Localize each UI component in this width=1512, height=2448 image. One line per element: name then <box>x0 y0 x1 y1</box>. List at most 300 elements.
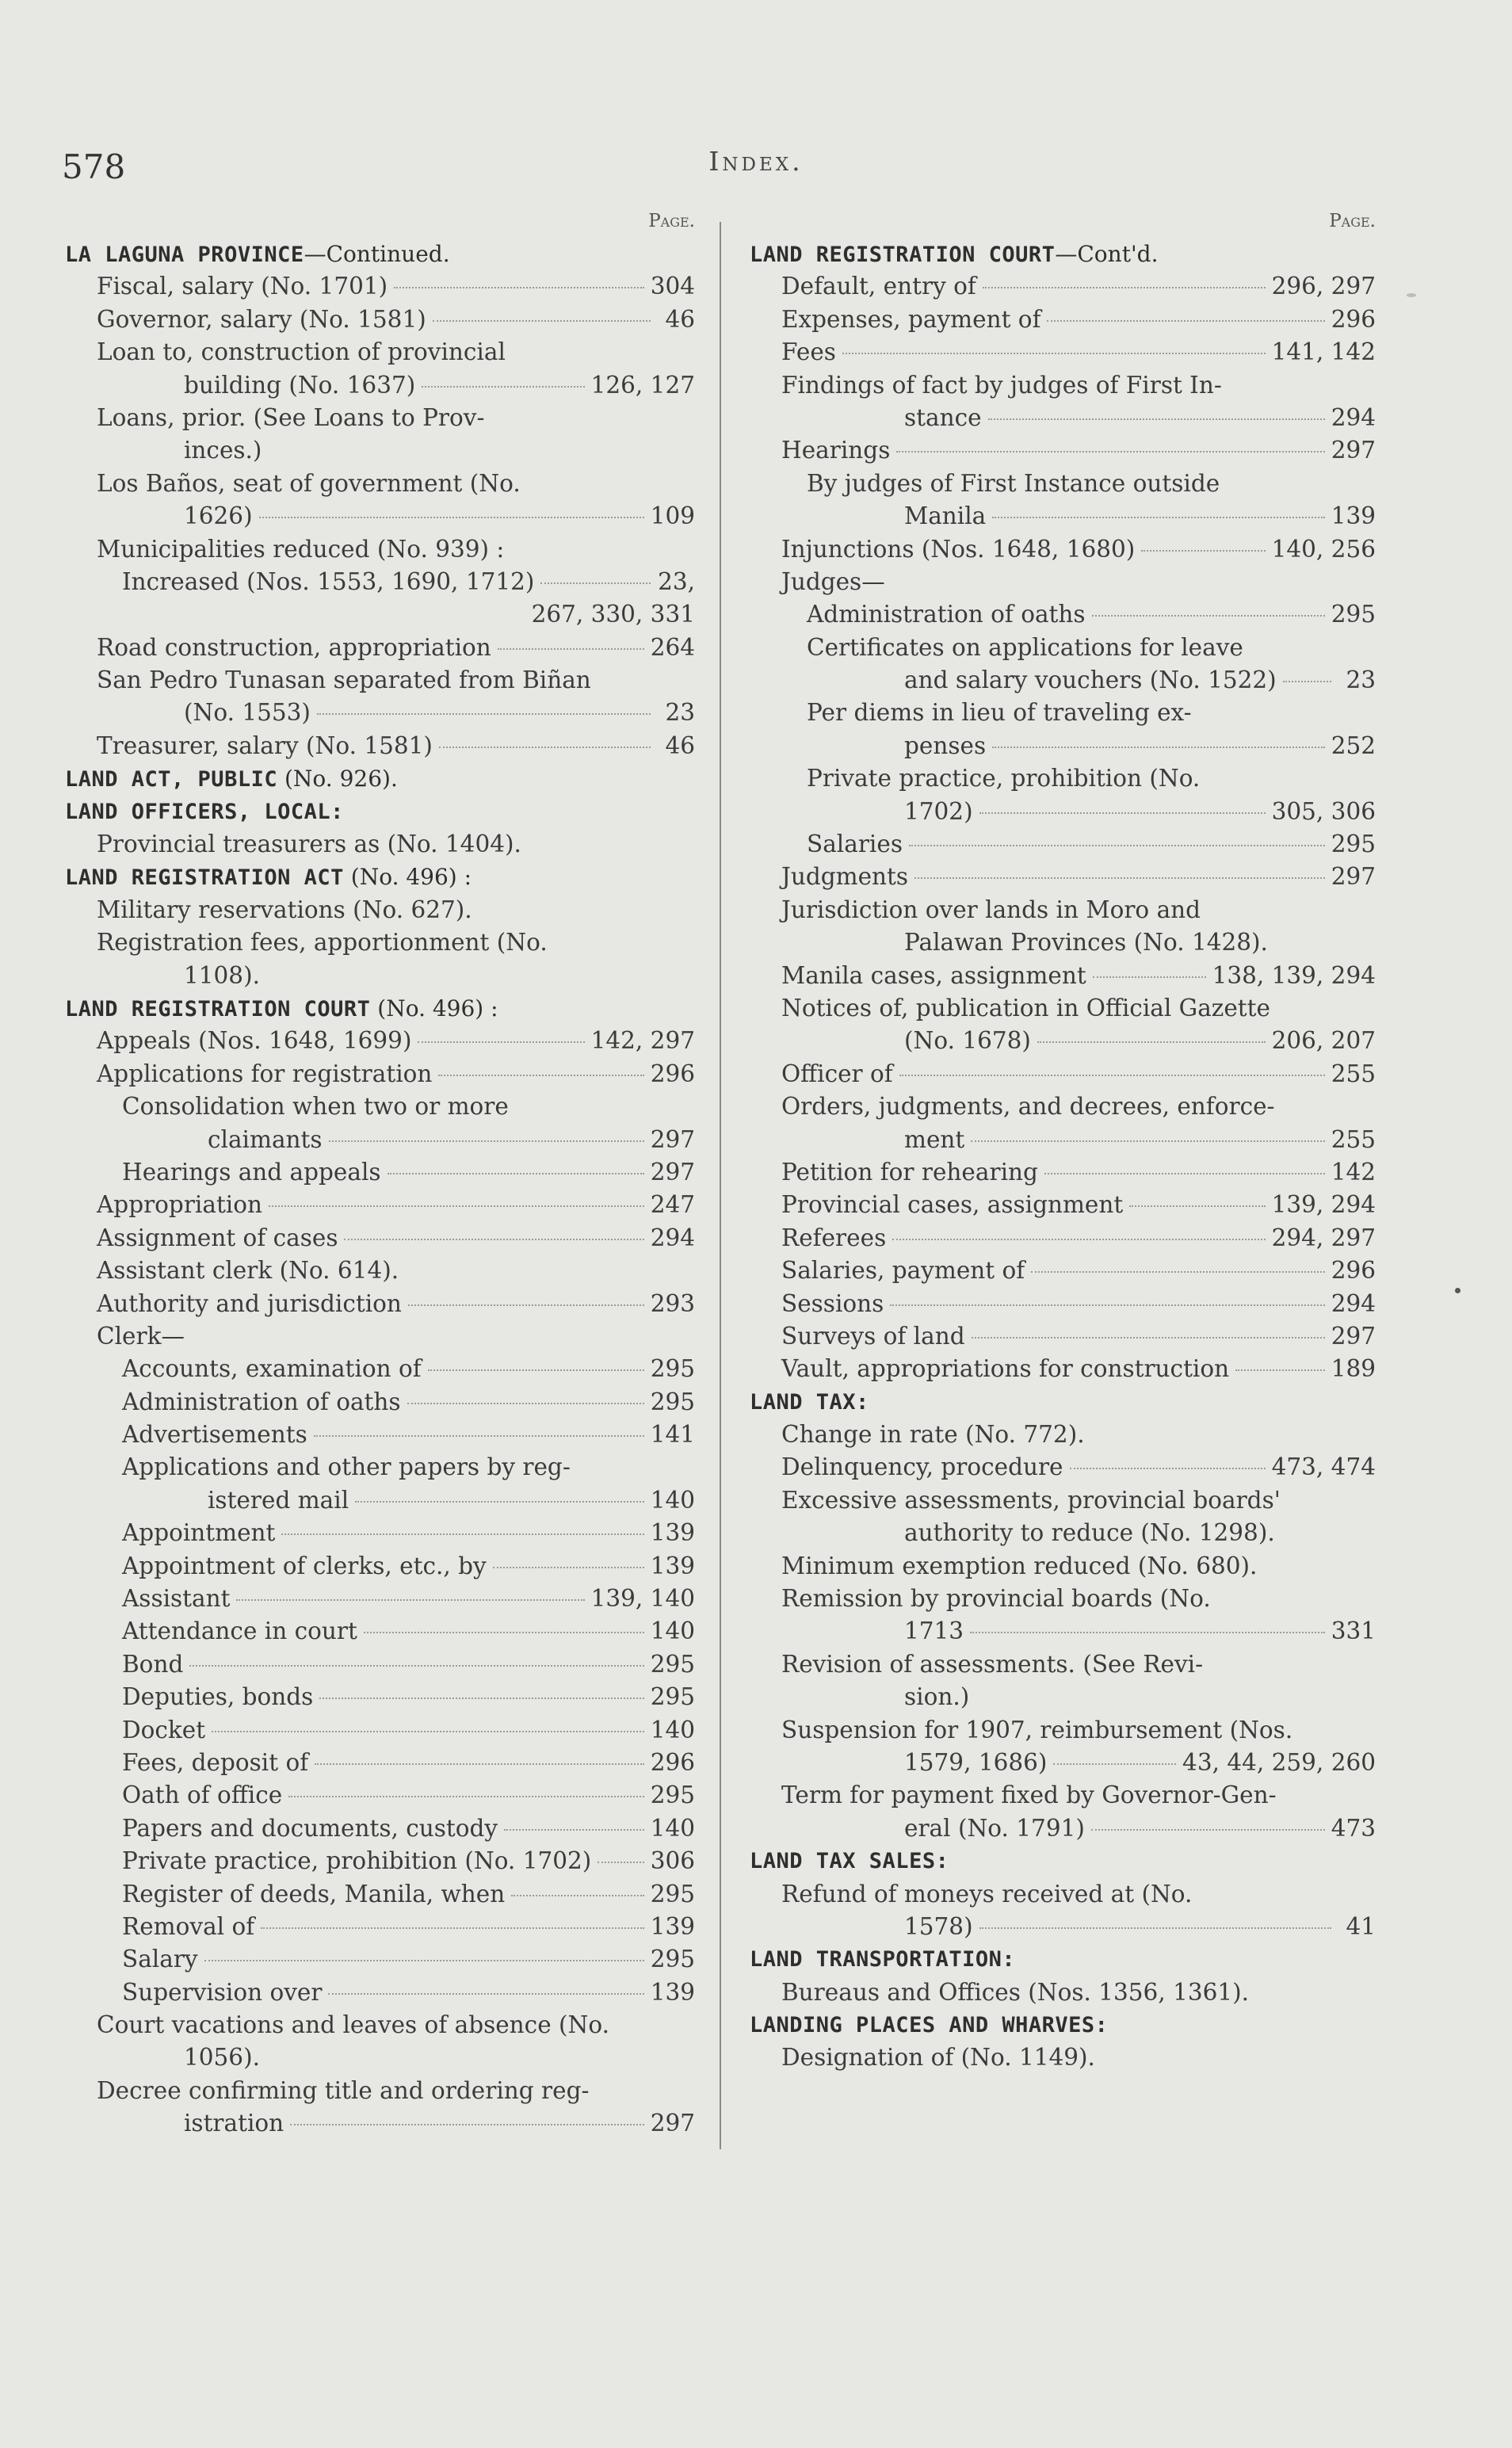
entry-text: building (No. 1637) <box>184 371 416 399</box>
index-heading <box>65 992 695 1025</box>
index-entry <box>65 1451 695 1484</box>
page-column-label: Page. <box>1329 211 1376 231</box>
dot-leader <box>896 451 1324 453</box>
dot-leader <box>1037 1041 1266 1043</box>
page-reference: 126, 127 <box>590 371 695 399</box>
entry-text: Remission by provincial boards (No. <box>781 1585 1211 1613</box>
dot-leader <box>212 1731 644 1732</box>
page-reference: 297 <box>1331 437 1376 464</box>
index-entry <box>65 1583 695 1615</box>
entry-text: Findings of fact by judges of First In- <box>781 371 1222 399</box>
page-reference: 264 <box>650 633 695 661</box>
index-entry <box>750 1189 1376 1221</box>
page-reference: 295 <box>650 1946 695 1973</box>
index-entry <box>750 1911 1376 1943</box>
dot-leader <box>983 287 1266 288</box>
index-entry <box>750 730 1376 762</box>
index-entry <box>65 1320 695 1353</box>
entry-text: 1578) <box>904 1912 973 1940</box>
dot-leader <box>259 517 644 518</box>
heading-text: LAND REGISTRATION COURT <box>65 996 371 1022</box>
heading-text: LA LAGUNA PROVINCE <box>65 243 304 267</box>
page-reference: 295 <box>650 1782 695 1809</box>
dot-leader <box>842 353 1266 354</box>
index-entry <box>750 566 1376 598</box>
page-reference: 267, 330, 331 <box>531 601 695 628</box>
index-entry <box>750 1583 1376 1615</box>
entry-text: Hearings <box>781 437 891 464</box>
page-reference: 297 <box>1331 1322 1376 1350</box>
entry-text: Supervision over <box>122 1978 323 2006</box>
entry-text: Bond <box>122 1650 184 1678</box>
entry-text: Appeals (Nos. 1648, 1699) <box>97 1027 412 1055</box>
dot-leader <box>328 1993 643 1995</box>
entry-text: (No. 1678) <box>904 1027 1031 1055</box>
index-entry <box>65 664 695 697</box>
entry-text: 1108). <box>184 961 260 989</box>
page-reference: 293 <box>650 1289 695 1317</box>
index-entry <box>65 1911 695 1943</box>
dot-leader <box>979 1927 1331 1929</box>
entry-text: Appointment of clerks, etc., by <box>122 1552 487 1579</box>
entry-text: Advertisements <box>122 1421 307 1449</box>
index-entry <box>65 2075 695 2107</box>
entry-text: Authority and jurisdiction <box>97 1289 402 1317</box>
entry-text: claimants <box>208 1125 323 1153</box>
index-entry <box>750 1451 1376 1484</box>
index-entry <box>750 664 1376 697</box>
entry-text: Refund of moneys received at (No. <box>781 1880 1193 1908</box>
index-entry <box>750 2041 1376 2074</box>
index-entry <box>750 992 1376 1025</box>
dot-leader <box>1070 1468 1266 1469</box>
entry-text: Fees <box>781 338 836 366</box>
index-entry <box>65 1058 695 1090</box>
dot-leader <box>1044 1173 1325 1174</box>
index-entry <box>65 533 695 566</box>
index-entry <box>750 1156 1376 1189</box>
entry-text: Hearings and appeals <box>122 1158 381 1186</box>
entry-text: Certificates on applications for leave <box>807 633 1243 661</box>
entry-text: (No. 1553) <box>184 699 311 727</box>
page-reference: 294 <box>1331 1289 1376 1317</box>
index-entry <box>750 1124 1376 1156</box>
page-reference: 141, 142 <box>1271 338 1376 366</box>
index-entry <box>65 1189 695 1221</box>
page-reference: 296 <box>650 1748 695 1776</box>
entry-text: 1702) <box>904 797 973 825</box>
index-entry <box>750 500 1376 533</box>
index-entry <box>65 1222 695 1255</box>
entry-text: Salaries, payment of <box>781 1257 1025 1285</box>
index-entry <box>750 894 1376 926</box>
page-number: 578 <box>62 147 126 186</box>
entry-text: Clerk— <box>97 1322 185 1350</box>
heading-text: LAND REGISTRATION ACT <box>65 865 344 891</box>
page-reference: 295 <box>650 1355 695 1383</box>
entry-text: 1713 <box>904 1617 964 1645</box>
entry-text: and salary vouchers (No. 1522) <box>904 666 1277 694</box>
entry-text: Registration fees, apportionment (No. <box>97 929 548 957</box>
page-reference: 206, 207 <box>1271 1027 1376 1055</box>
page-reference: 297 <box>650 1158 695 1186</box>
page-column-label: Page. <box>648 211 695 231</box>
entry-text: Suspension for 1907, reimbursement (Nos. <box>781 1716 1293 1743</box>
entry-text: Vault, appropriations for construction <box>781 1355 1230 1383</box>
dot-leader <box>892 1239 1265 1240</box>
entry-text: Applications for registration <box>97 1060 433 1087</box>
entry-text: Term for payment fixed by Governor-Gen- <box>781 1782 1277 1809</box>
page-reference: 304 <box>650 273 695 300</box>
entry-text: Increased (Nos. 1553, 1690, 1712) <box>122 567 535 595</box>
dot-leader <box>504 1829 644 1831</box>
heading-text: LAND TRANSPORTATION: <box>750 1947 1016 1973</box>
index-entry <box>65 697 695 729</box>
index-entry <box>65 1025 695 1057</box>
entry-text: Provincial treasurers as (No. 1404). <box>97 831 521 858</box>
heading-text: LANDING PLACES AND WHARVES: <box>750 2013 1109 2038</box>
index-entry <box>750 926 1376 959</box>
index-heading <box>65 796 695 828</box>
entry-text: istration <box>184 2110 284 2137</box>
index-entry <box>65 1681 695 1713</box>
heading-qualifier: —Continued. <box>304 241 450 267</box>
index-entry <box>65 894 695 926</box>
entry-text: Appointment <box>122 1519 276 1547</box>
dot-leader <box>1047 320 1324 322</box>
page-reference: 296 <box>1331 1257 1376 1285</box>
index-entry <box>65 2041 695 2074</box>
heading-qualifier: (No. 496) : <box>370 995 498 1022</box>
entry-text: Judgments <box>781 863 909 891</box>
page-reference: 331 <box>1331 1617 1376 1645</box>
dot-leader <box>236 1599 584 1601</box>
index-heading <box>750 1386 1376 1419</box>
dot-leader <box>428 1369 644 1371</box>
entry-text: stance <box>904 403 982 431</box>
entry-text: Administration of oaths <box>807 601 1086 628</box>
dot-leader <box>189 1665 643 1667</box>
index-entry <box>750 1615 1376 1648</box>
index-entry <box>750 1812 1376 1845</box>
entry-text: Court vacations and leaves of absence (No. <box>97 2011 609 2039</box>
index-entry <box>65 304 695 336</box>
index-entry <box>750 533 1376 566</box>
index-heading <box>750 238 1376 270</box>
entry-text: Oath of office <box>122 1782 283 1809</box>
index-entry <box>65 1976 695 2009</box>
index-entry <box>65 926 695 959</box>
entry-text: Loan to, construction of provincial <box>97 338 506 366</box>
index-entry <box>750 1090 1376 1123</box>
page-reference: 295 <box>1331 601 1376 628</box>
dot-leader <box>269 1205 644 1207</box>
entry-text: Jurisdiction over lands in Moro and <box>781 896 1201 923</box>
entry-text: Register of deeds, Manila, when <box>122 1880 506 1908</box>
index-entry <box>65 1779 695 1812</box>
page-reference: 109 <box>650 502 695 530</box>
dot-leader <box>1053 1763 1176 1765</box>
dot-leader <box>281 1533 643 1535</box>
index-heading <box>65 861 695 893</box>
entry-text: Officer of <box>781 1060 893 1087</box>
entry-text: Military reservations (No. 627). <box>97 896 472 923</box>
entry-text: By judges of First Instance outside <box>807 469 1220 497</box>
entry-text: Los Baños, seat of government (No. <box>97 469 521 497</box>
entry-text: Change in rate (No. 772). <box>781 1421 1085 1449</box>
page-reference: 297 <box>650 2110 695 2137</box>
dot-leader <box>899 1075 1325 1076</box>
index-entry <box>65 1714 695 1747</box>
index-entry <box>750 762 1376 795</box>
index-entry <box>750 1517 1376 1549</box>
entry-text: Private practice, prohibition (No. <box>807 765 1201 792</box>
paper-smudge <box>1407 293 1416 297</box>
entry-text: Palawan Provinces (No. 1428). <box>904 929 1268 957</box>
index-entry <box>750 1648 1376 1681</box>
entry-text: Road construction, appropriation <box>97 633 491 661</box>
entry-text: inces.) <box>184 437 262 464</box>
entry-text: Judges— <box>781 567 885 595</box>
index-entry <box>65 1484 695 1517</box>
dot-leader <box>314 1435 644 1437</box>
entry-text: Manila cases, assignment <box>781 961 1086 989</box>
page-reference: 142 <box>1331 1158 1376 1186</box>
entry-text: Docket <box>122 1716 206 1743</box>
dot-leader <box>344 1239 643 1240</box>
entry-text: Bureaus and Offices (Nos. 1356, 1361). <box>781 1978 1250 2006</box>
index-entry <box>65 1648 695 1681</box>
index-entry <box>65 434 695 467</box>
dot-leader <box>261 1927 644 1929</box>
entry-text: 1579, 1686) <box>904 1748 1048 1776</box>
index-entry <box>65 1517 695 1549</box>
index-entry <box>65 730 695 762</box>
dot-leader <box>979 812 1266 814</box>
entry-text: Consolidation when two or more <box>122 1093 509 1121</box>
index-heading <box>750 1943 1376 1976</box>
page-reference: 297 <box>1331 863 1376 891</box>
entry-text: Appropriation <box>97 1191 262 1219</box>
dot-leader <box>355 1501 644 1503</box>
index-entry <box>750 434 1376 467</box>
page-reference: 473, 474 <box>1271 1453 1376 1481</box>
page-reference: 294, 297 <box>1271 1224 1376 1251</box>
index-entry <box>65 1747 695 1779</box>
entry-text: Papers and documents, custody <box>122 1814 498 1842</box>
dot-leader <box>992 517 1324 518</box>
entry-text: Salaries <box>807 831 903 858</box>
heading-text: LAND TAX: <box>750 1389 869 1415</box>
entry-text: Delinquency, procedure <box>781 1453 1063 1481</box>
dot-leader <box>1235 1369 1325 1371</box>
index-entry <box>750 1288 1376 1320</box>
dot-leader <box>1091 1829 1325 1831</box>
page-reference: 43, 44, 259, 260 <box>1182 1748 1376 1776</box>
entry-text: Administration of oaths <box>122 1388 401 1415</box>
dot-leader <box>914 877 1325 879</box>
index-entry <box>65 960 695 992</box>
entry-text: Treasurer, salary (No. 1581) <box>97 731 433 759</box>
dot-leader <box>1129 1205 1265 1207</box>
entry-text: Applications and other papers by reg- <box>122 1453 571 1481</box>
dot-leader <box>433 320 651 322</box>
heading-qualifier: (No. 926). <box>277 766 398 792</box>
index-entry <box>750 697 1376 729</box>
entry-text: Fiscal, salary (No. 1701) <box>97 273 388 300</box>
entry-text: Attendance in court <box>122 1617 357 1645</box>
index-entry <box>750 1058 1376 1090</box>
dot-leader <box>511 1895 643 1896</box>
page-reference: 139, 294 <box>1271 1191 1376 1219</box>
dot-leader <box>1141 550 1265 552</box>
index-entry <box>750 632 1376 664</box>
index-entry <box>65 632 695 664</box>
entry-text: Orders, judgments, and decrees, enforce- <box>781 1093 1275 1121</box>
index-entry <box>750 861 1376 893</box>
entry-text: Sessions <box>781 1289 884 1317</box>
entry-text: Private practice, prohibition (No. 1702) <box>122 1847 592 1875</box>
entry-text: Accounts, examination of <box>122 1355 422 1383</box>
page-reference: 294 <box>650 1224 695 1251</box>
page-reference: 140, 256 <box>1271 535 1376 563</box>
entry-text: ment <box>904 1125 965 1153</box>
dot-leader <box>394 287 644 288</box>
page-reference: 139 <box>650 1519 695 1547</box>
dot-leader <box>1093 976 1206 978</box>
index-entry <box>65 2107 695 2140</box>
dot-leader <box>407 1403 644 1404</box>
page-reference: 295 <box>1331 831 1376 858</box>
index-heading <box>750 2009 1376 2041</box>
dot-leader <box>422 386 584 388</box>
entry-text: Assignment of cases <box>97 1224 338 1251</box>
dot-leader <box>909 845 1325 846</box>
page-reference: 23, <box>658 567 695 595</box>
index-column-left <box>65 204 695 2141</box>
index-entry <box>65 1288 695 1320</box>
page-reference: 296 <box>650 1060 695 1087</box>
dot-leader <box>972 1337 1325 1339</box>
entry-text: Deputies, bonds <box>122 1683 314 1711</box>
index-entry <box>65 270 695 303</box>
entry-text: authority to reduce (No. 1298). <box>904 1519 1275 1547</box>
entry-text: Governor, salary (No. 1581) <box>97 305 426 333</box>
index-entry <box>750 304 1376 336</box>
page-reference: 297 <box>650 1125 695 1153</box>
entry-text: Minimum exemption reduced (No. 680). <box>781 1552 1258 1579</box>
page-reference: 294 <box>1331 403 1376 431</box>
index-entry <box>750 828 1376 861</box>
index-entry <box>65 1550 695 1583</box>
column-rule <box>720 222 721 2149</box>
page-reference: 255 <box>1331 1125 1376 1153</box>
entry-text: Provincial cases, assignment <box>781 1191 1124 1219</box>
heading-text: LAND TAX SALES: <box>750 1849 949 1874</box>
index-entry <box>65 566 695 598</box>
index-entry <box>750 1878 1376 1911</box>
page-reference: 296 <box>1331 305 1376 333</box>
index-entry <box>65 500 695 533</box>
page-reference: 306 <box>650 1847 695 1875</box>
index-heading <box>65 762 695 795</box>
index-entry <box>750 1484 1376 1517</box>
index-entry <box>750 1550 1376 1583</box>
index-entry <box>65 828 695 861</box>
entry-text: Notices of, publication in Official Gazette <box>781 994 1270 1022</box>
index-entry <box>750 960 1376 992</box>
entry-text: penses <box>904 731 987 759</box>
entry-text: istered mail <box>208 1486 349 1514</box>
index-entry <box>750 1419 1376 1451</box>
dot-leader <box>315 1763 644 1765</box>
page-reference: 252 <box>1331 731 1376 759</box>
ink-spot <box>1455 1288 1460 1293</box>
entry-text: 1056). <box>184 2044 260 2072</box>
entry-text: Assistant <box>122 1585 231 1613</box>
index-entry <box>65 1090 695 1123</box>
dot-leader <box>204 1960 644 1961</box>
dot-leader <box>1283 681 1331 682</box>
dot-leader <box>439 747 651 748</box>
entry-text: Injunctions (Nos. 1648, 1680) <box>781 535 1136 563</box>
page-reference: 139 <box>650 1912 695 1940</box>
dot-leader <box>364 1632 644 1633</box>
page-reference: 23 <box>665 699 695 727</box>
entry-text: Decree confirming title and ordering reg- <box>97 2076 590 2104</box>
page-reference: 140 <box>650 1716 695 1743</box>
index-entry <box>65 1419 695 1451</box>
page-reference: 305, 306 <box>1271 797 1376 825</box>
heading-text: LAND OFFICERS, LOCAL: <box>65 799 344 824</box>
dot-leader <box>418 1041 584 1043</box>
index-entry <box>65 1156 695 1189</box>
entry-text: Surveys of land <box>781 1322 965 1350</box>
page-reference: 295 <box>650 1683 695 1711</box>
heading-text: LAND ACT, PUBLIC <box>65 767 278 792</box>
index-entry <box>750 796 1376 828</box>
page-reference: 139, 140 <box>590 1585 695 1613</box>
dot-leader <box>290 2124 644 2125</box>
dot-leader <box>408 1304 644 1306</box>
dot-leader <box>493 1567 644 1568</box>
page-reference: 139 <box>650 1978 695 2006</box>
entry-text: Per diems in lieu of traveling ex- <box>807 699 1192 727</box>
page-reference: 140 <box>650 1617 695 1645</box>
index-entry <box>750 1976 1376 2009</box>
dot-leader <box>890 1304 1324 1306</box>
dot-leader <box>317 713 651 715</box>
heading-qualifier: —Cont'd. <box>1055 241 1159 267</box>
entry-text: San Pedro Tunasan separated from Biñan <box>97 666 591 694</box>
page-reference: 189 <box>1331 1355 1376 1383</box>
index-entry <box>750 369 1376 402</box>
dot-leader <box>540 582 651 584</box>
entry-text: Default, entry of <box>781 273 976 300</box>
page-reference: 46 <box>665 305 695 333</box>
heading-text: LAND REGISTRATION COURT <box>750 243 1056 267</box>
dot-leader <box>388 1173 644 1174</box>
index-entry <box>65 1878 695 1911</box>
index-entry <box>750 1747 1376 1779</box>
entry-text: Fees, deposit of <box>122 1748 309 1776</box>
dot-leader <box>970 1632 1325 1633</box>
index-entry <box>750 1255 1376 1287</box>
page-reference: 296, 297 <box>1271 273 1376 300</box>
entry-text: Petition for rehearing <box>781 1158 1038 1186</box>
index-entry <box>65 369 695 402</box>
dot-leader <box>971 1140 1324 1142</box>
